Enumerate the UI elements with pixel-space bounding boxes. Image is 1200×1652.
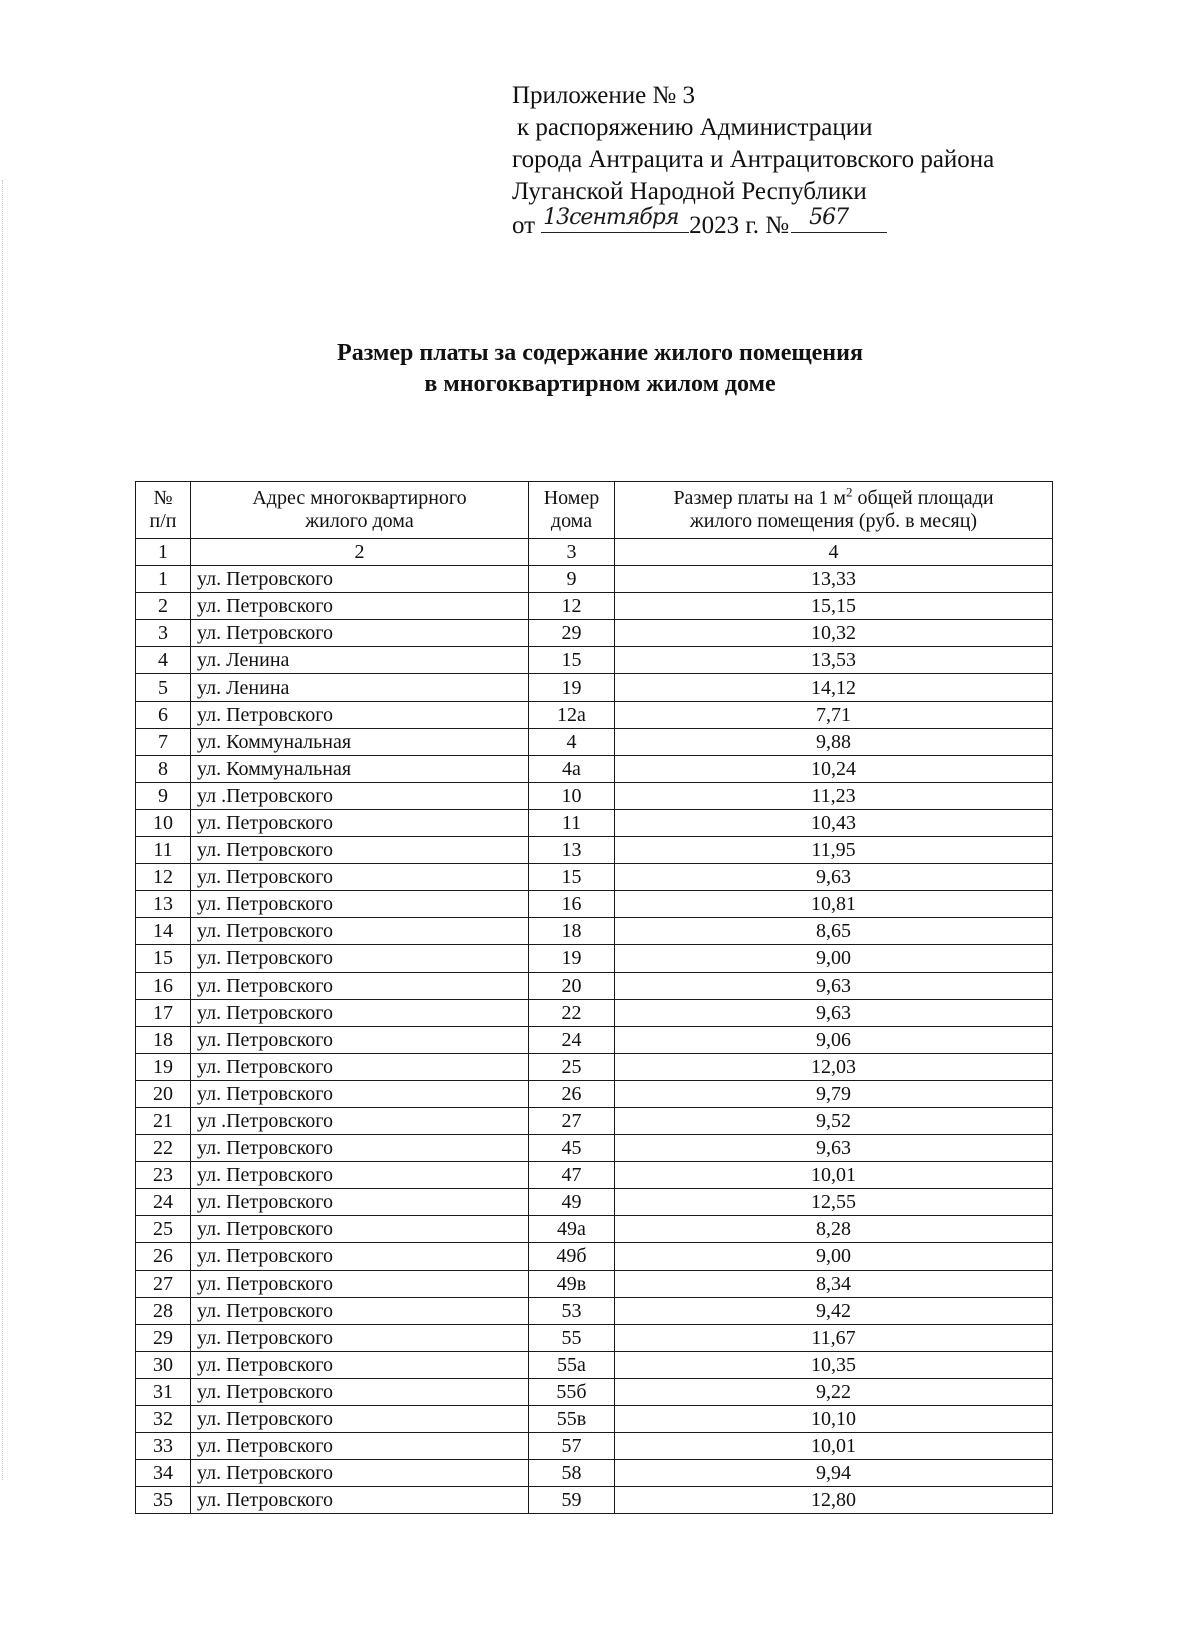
row-number-cell: 31 — [136, 1378, 191, 1405]
rate-cell: 9,52 — [615, 1107, 1053, 1134]
row-number-cell: 11 — [136, 837, 191, 864]
rate-cell: 13,33 — [615, 566, 1053, 593]
house-number-cell: 58 — [529, 1460, 615, 1487]
table-row — [136, 1216, 1053, 1243]
table-row — [136, 647, 1053, 674]
row-number-cell: 25 — [136, 1216, 191, 1243]
table-row — [136, 864, 1053, 891]
house-number-cell: 12 — [529, 593, 615, 620]
year-and-number-label: 2023 г. № — [689, 212, 790, 239]
address-cell: ул. Петровского — [191, 999, 529, 1026]
address-cell: ул. Петровского — [191, 1351, 529, 1378]
rate-cell: 15,15 — [615, 593, 1053, 620]
table-row — [136, 1162, 1053, 1189]
appendix-republic: Луганской Народной Республики — [512, 178, 867, 205]
rate-cell: 9,22 — [615, 1378, 1053, 1405]
house-number-cell: 27 — [529, 1107, 615, 1134]
rate-cell: 10,24 — [615, 755, 1053, 782]
table-row — [136, 1189, 1053, 1216]
address-cell: ул. Петровского — [191, 701, 529, 728]
handwritten-date-field — [541, 205, 689, 233]
house-number-cell: 18 — [529, 918, 615, 945]
table-row — [136, 837, 1053, 864]
house-number-cell: 22 — [529, 999, 615, 1026]
address-cell: ул. Петровского — [191, 1378, 529, 1405]
date-prefix: от — [512, 212, 536, 239]
appendix-number: Приложение № 3 — [512, 82, 696, 109]
address-cell: ул .Петровского — [191, 1107, 529, 1134]
row-number-cell: 17 — [136, 999, 191, 1026]
address-cell: ул. Петровского — [191, 566, 529, 593]
table-row — [136, 566, 1053, 593]
house-number-cell: 59 — [529, 1487, 615, 1514]
address-cell: ул .Петровского — [191, 782, 529, 809]
house-number-cell: 26 — [529, 1080, 615, 1107]
address-cell: ул. Ленина — [191, 674, 529, 701]
table-row — [136, 999, 1053, 1026]
house-number-cell: 53 — [529, 1297, 615, 1324]
row-number-cell: 22 — [136, 1135, 191, 1162]
table-row — [136, 1026, 1053, 1053]
table-row — [136, 918, 1053, 945]
row-number-cell: 4 — [136, 647, 191, 674]
rate-cell: 10,01 — [615, 1162, 1053, 1189]
row-number-cell: 29 — [136, 1324, 191, 1351]
table-row — [136, 1324, 1053, 1351]
rate-cell: 12,03 — [615, 1053, 1053, 1080]
rate-cell: 11,95 — [615, 837, 1053, 864]
table-row — [136, 1433, 1053, 1460]
column-index-cell: 4 — [615, 539, 1053, 566]
column-index-cell: 3 — [529, 539, 615, 566]
house-number-cell: 47 — [529, 1162, 615, 1189]
row-number-cell: 12 — [136, 864, 191, 891]
address-cell: ул. Петровского — [191, 1270, 529, 1297]
row-number-cell: 2 — [136, 593, 191, 620]
row-number-cell: 34 — [136, 1460, 191, 1487]
row-number-cell: 21 — [136, 1107, 191, 1134]
house-number-cell: 45 — [529, 1135, 615, 1162]
rate-cell: 10,81 — [615, 891, 1053, 918]
table-row — [136, 1351, 1053, 1378]
header-address: Адрес многоквартирного жилого дома — [191, 482, 529, 539]
appendix-order-reference: к распоряжению Администрации — [517, 114, 873, 141]
address-cell: ул. Петровского — [191, 1162, 529, 1189]
table-row — [136, 891, 1053, 918]
rate-cell: 8,65 — [615, 918, 1053, 945]
rate-cell: 9,63 — [615, 972, 1053, 999]
rate-cell: 9,79 — [615, 1080, 1053, 1107]
address-cell: ул. Коммунальная — [191, 728, 529, 755]
house-number-cell: 9 — [529, 566, 615, 593]
address-cell: ул. Петровского — [191, 918, 529, 945]
rate-cell: 8,28 — [615, 1216, 1053, 1243]
header-row-number: № п/п — [136, 482, 191, 539]
row-number-cell: 24 — [136, 1189, 191, 1216]
rate-cell: 9,63 — [615, 1135, 1053, 1162]
address-cell: ул. Петровского — [191, 1460, 529, 1487]
rate-cell: 8,34 — [615, 1270, 1053, 1297]
rate-cell: 11,23 — [615, 782, 1053, 809]
row-number-cell: 26 — [136, 1243, 191, 1270]
rate-cell: 10,43 — [615, 809, 1053, 836]
house-number-cell: 11 — [529, 809, 615, 836]
rate-cell: 9,94 — [615, 1460, 1053, 1487]
row-number-cell: 7 — [136, 728, 191, 755]
table-row — [136, 674, 1053, 701]
rate-cell: 13,53 — [615, 647, 1053, 674]
house-number-cell: 49а — [529, 1216, 615, 1243]
address-cell: ул. Петровского — [191, 972, 529, 999]
appendix-date-line — [512, 205, 994, 242]
table-row — [136, 1107, 1053, 1134]
table-row — [136, 782, 1053, 809]
address-cell: ул. Петровского — [191, 1433, 529, 1460]
document-title — [0, 338, 1200, 400]
row-number-cell: 35 — [136, 1487, 191, 1514]
house-number-cell: 49б — [529, 1243, 615, 1270]
address-cell: ул. Петровского — [191, 837, 529, 864]
row-number-cell: 18 — [136, 1026, 191, 1053]
address-cell: ул. Коммунальная — [191, 755, 529, 782]
row-number-cell: 27 — [136, 1270, 191, 1297]
row-number-cell: 1 — [136, 566, 191, 593]
address-cell: ул. Петровского — [191, 1487, 529, 1514]
rate-cell: 9,88 — [615, 728, 1053, 755]
handwritten-number-field — [791, 205, 887, 233]
header-house-number: Номер дома — [529, 482, 615, 539]
address-cell: ул. Петровского — [191, 945, 529, 972]
table-row — [136, 1053, 1053, 1080]
table-row — [136, 1378, 1053, 1405]
row-number-cell: 30 — [136, 1351, 191, 1378]
row-number-cell: 19 — [136, 1053, 191, 1080]
house-number-cell: 15 — [529, 864, 615, 891]
house-number-cell: 24 — [529, 1026, 615, 1053]
address-cell: ул. Петровского — [191, 1026, 529, 1053]
column-index-row — [136, 539, 1053, 566]
table-header-row — [136, 482, 1053, 539]
table-row — [136, 1080, 1053, 1107]
row-number-cell: 28 — [136, 1297, 191, 1324]
address-cell: ул. Петровского — [191, 1053, 529, 1080]
table-row — [136, 809, 1053, 836]
rate-cell: 7,71 — [615, 701, 1053, 728]
address-cell: ул. Петровского — [191, 1080, 529, 1107]
table-row — [136, 1297, 1053, 1324]
address-cell: ул. Петровского — [191, 1189, 529, 1216]
appendix-city: города Антрацита и Антрацитовского района — [512, 146, 995, 173]
house-number-cell: 49 — [529, 1189, 615, 1216]
house-number-cell: 25 — [529, 1053, 615, 1080]
house-number-cell: 10 — [529, 782, 615, 809]
address-cell: ул. Петровского — [191, 593, 529, 620]
row-number-cell: 14 — [136, 918, 191, 945]
row-number-cell: 23 — [136, 1162, 191, 1189]
address-cell: ул. Петровского — [191, 1243, 529, 1270]
table-row — [136, 1406, 1053, 1433]
table-row — [136, 701, 1053, 728]
address-cell: ул. Петровского — [191, 809, 529, 836]
rate-cell: 11,67 — [615, 1324, 1053, 1351]
house-number-cell: 29 — [529, 620, 615, 647]
row-number-cell: 32 — [136, 1406, 191, 1433]
table-row — [136, 728, 1053, 755]
rate-cell: 12,80 — [615, 1487, 1053, 1514]
rate-cell: 9,00 — [615, 945, 1053, 972]
house-number-cell: 49в — [529, 1270, 615, 1297]
address-cell: ул. Петровского — [191, 1216, 529, 1243]
column-index-cell: 2 — [191, 539, 529, 566]
row-number-cell: 3 — [136, 620, 191, 647]
house-number-cell: 16 — [529, 891, 615, 918]
house-number-cell: 57 — [529, 1433, 615, 1460]
house-number-cell: 20 — [529, 972, 615, 999]
address-cell: ул. Петровского — [191, 864, 529, 891]
rate-cell: 9,00 — [615, 1243, 1053, 1270]
house-number-cell: 15 — [529, 647, 615, 674]
row-number-cell: 13 — [136, 891, 191, 918]
table-body — [136, 539, 1053, 1514]
table-row — [136, 1487, 1053, 1514]
table-row — [136, 945, 1053, 972]
row-number-cell: 10 — [136, 809, 191, 836]
table-row — [136, 755, 1053, 782]
title-line-1: Размер платы за содержание жилого помещения — [337, 340, 863, 366]
house-number-cell: 55б — [529, 1378, 615, 1405]
table-row — [136, 593, 1053, 620]
table-row — [136, 972, 1053, 999]
column-index-cell: 1 — [136, 539, 191, 566]
address-cell: ул. Петровского — [191, 1297, 529, 1324]
table-row — [136, 1243, 1053, 1270]
handwritten-date: 13сентября — [543, 205, 679, 230]
address-cell: ул. Петровского — [191, 891, 529, 918]
table-row — [136, 1135, 1053, 1162]
house-number-cell: 19 — [529, 674, 615, 701]
address-cell: ул. Петровского — [191, 1135, 529, 1162]
rate-cell: 12,55 — [615, 1189, 1053, 1216]
house-number-cell: 55а — [529, 1351, 615, 1378]
table-row — [136, 1270, 1053, 1297]
address-cell: ул. Ленина — [191, 647, 529, 674]
rate-cell: 10,01 — [615, 1433, 1053, 1460]
rate-cell: 10,10 — [615, 1406, 1053, 1433]
address-cell: ул. Петровского — [191, 620, 529, 647]
handwritten-number: 567 — [809, 205, 849, 230]
house-number-cell: 19 — [529, 945, 615, 972]
row-number-cell: 9 — [136, 782, 191, 809]
house-number-cell: 4а — [529, 755, 615, 782]
row-number-cell: 5 — [136, 674, 191, 701]
row-number-cell: 33 — [136, 1433, 191, 1460]
row-number-cell: 15 — [136, 945, 191, 972]
header-rate: Размер платы на 1 $м^2$ общей площади жилого помещения (руб. в месяц) — [615, 482, 1053, 539]
table-row — [136, 620, 1053, 647]
appendix-header — [512, 80, 994, 242]
rates-table — [135, 481, 1053, 1514]
rate-cell: 9,42 — [615, 1297, 1053, 1324]
row-number-cell: 16 — [136, 972, 191, 999]
rate-cell: 9,06 — [615, 1026, 1053, 1053]
table-row — [136, 1460, 1053, 1487]
rate-cell: 10,35 — [615, 1351, 1053, 1378]
house-number-cell: 13 — [529, 837, 615, 864]
rate-cell: 9,63 — [615, 999, 1053, 1026]
house-number-cell: 4 — [529, 728, 615, 755]
address-cell: ул. Петровского — [191, 1324, 529, 1351]
row-number-cell: 6 — [136, 701, 191, 728]
row-number-cell: 8 — [136, 755, 191, 782]
rate-cell: 9,63 — [615, 864, 1053, 891]
rate-cell: 14,12 — [615, 674, 1053, 701]
house-number-cell: 55в — [529, 1406, 615, 1433]
row-number-cell: 20 — [136, 1080, 191, 1107]
title-line-2: в многоквартирном жилом доме — [424, 371, 776, 397]
house-number-cell: 55 — [529, 1324, 615, 1351]
rate-cell: 10,32 — [615, 620, 1053, 647]
house-number-cell: 12а — [529, 701, 615, 728]
address-cell: ул. Петровского — [191, 1406, 529, 1433]
